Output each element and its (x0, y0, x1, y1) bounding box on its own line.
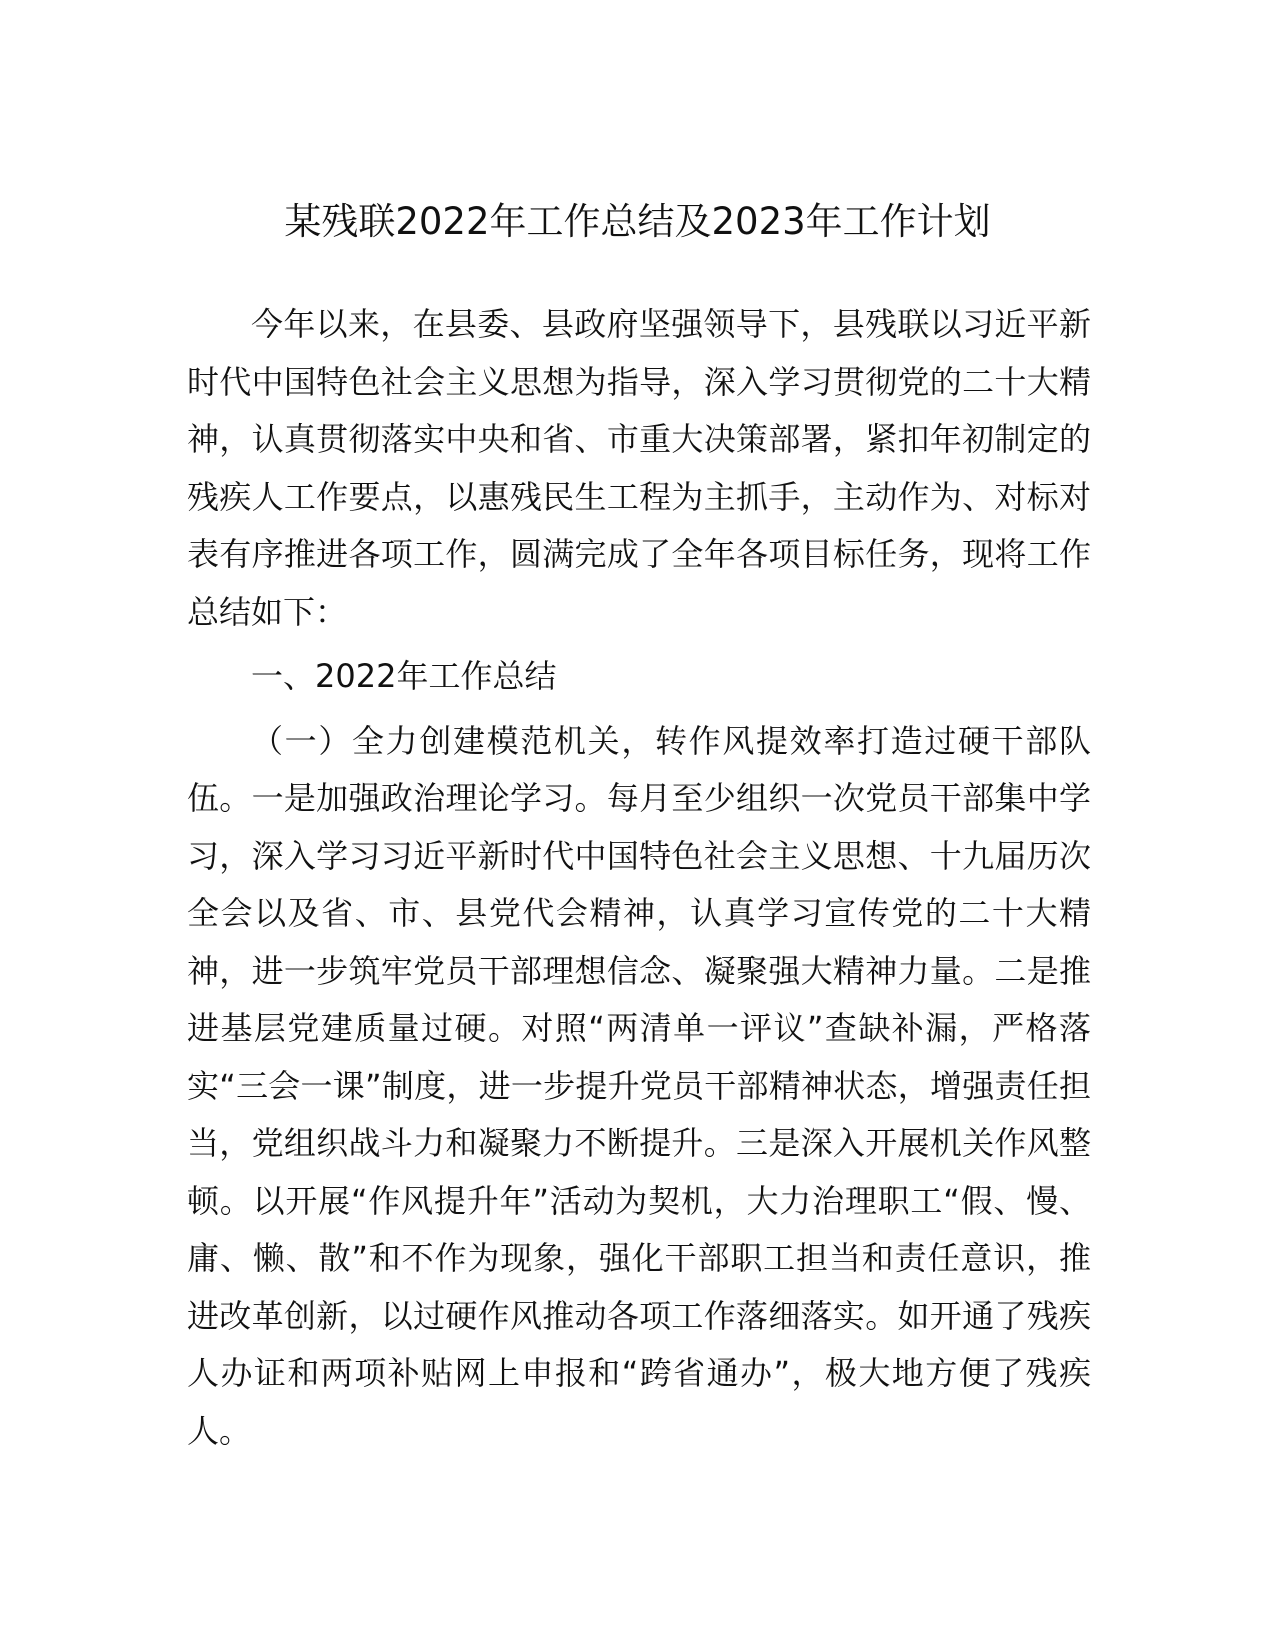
section-heading: 一、2022年工作总结 (251, 657, 557, 695)
intro-paragraph: 今年以来，在县委、县政府坚强领导下，县残联以习近平新时代中国特色社会主义思想为指导，深入学习贯彻党的二十大精神，认真贯彻落实中央和省、市重大决策部署，紧扣年初制定的残疾人工作要点，以惠残民生工程为主抓手，主动作为、对标对表有序推进各项工作，圆满完成了全年各项目标任务，现将工作总结如下： (187, 305, 1091, 631)
document-title: 某残联2022年工作总结及2023年工作计划 (284, 200, 991, 243)
document-body (187, 296, 1091, 1460)
section-paragraph: （一）全力创建模范机关，转作风提效率打造过硬干部队伍。一是加强政治理论学习。每月至少组织一次党员干部集中学习，深入学习习近平新时代中国特色社会主义思想、十九届历次全会以及省、市、县党代会精神，认真学习宣传党的二十大精神，进一步筑牢党员干部理想信念、凝聚强大精神力量。二是推进基层党建质量过硬。对照“两清单一评议”查缺补漏，严格落实“三会一课”制度，进一步提升党员干部精神状态，增强责任担当，党组织战斗力和凝聚力不断提升。三是深入开展机关作风整顿。以开展“作风提升年”活动为契机，大力治理职工“假、慢、庸、懒、散”和不作为现象，强化干部职工担当和责任意识，推进改革创新，以过硬作风推动各项工作落细落实。如开通了残疾人办证和两项补贴网上申报和“跨省通办”，极大地方便了残疾人。 (187, 721, 1091, 1450)
